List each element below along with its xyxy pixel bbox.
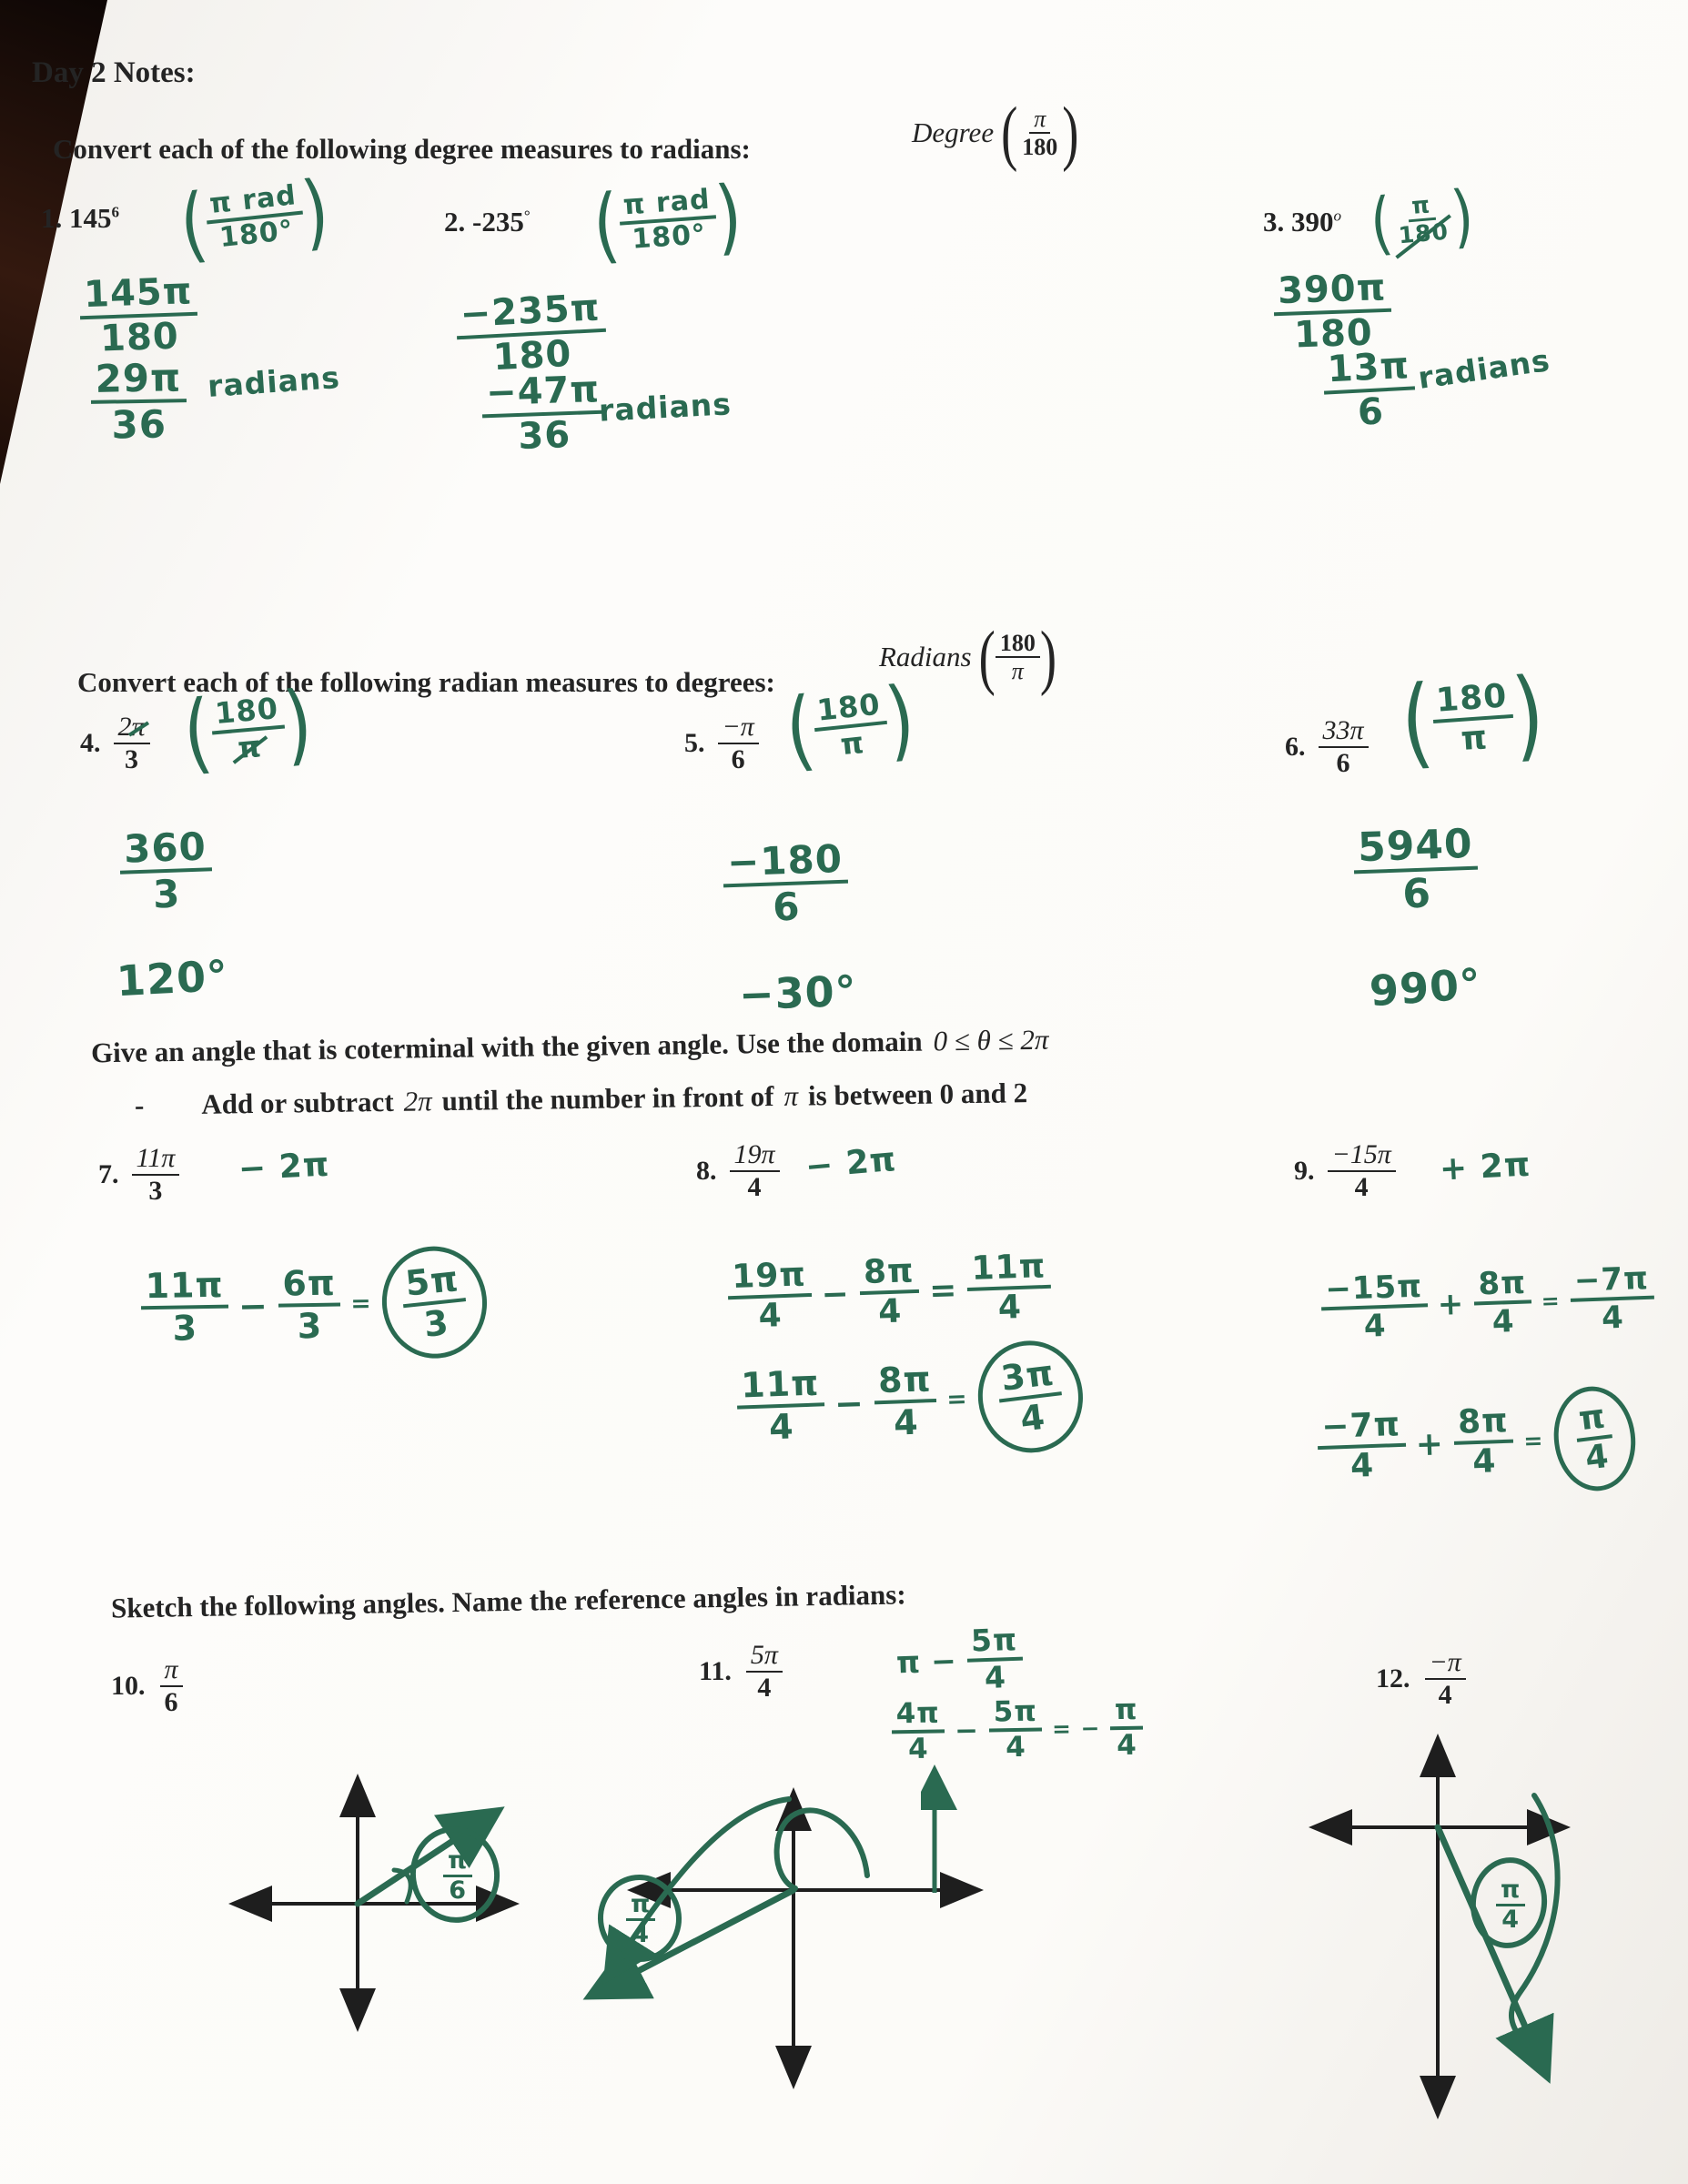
numerator: π <box>1110 1694 1143 1730</box>
subtract-2pi: − 2π <box>237 1146 331 1188</box>
problem-9-work-row-2 <box>1316 1385 1637 1501</box>
numerator: −47π <box>480 369 604 418</box>
problem-6-work-fraction <box>1352 822 1480 919</box>
problem-4-work-fraction <box>118 824 213 917</box>
work-fraction <box>736 1363 826 1447</box>
work-fraction <box>1473 1265 1532 1340</box>
domain-math: 0 ≤ θ ≤ 2π <box>933 1023 1049 1057</box>
denominator: 4 <box>984 1659 1007 1695</box>
problem-2-given: 2. -235 <box>444 206 524 238</box>
denominator: 6 <box>449 1876 468 1906</box>
problem-4-hand-factor <box>179 672 318 785</box>
angle-ray <box>594 1890 793 1994</box>
denominator: 3 <box>172 1307 198 1349</box>
numerator: 5π <box>988 1696 1042 1733</box>
problem-6-answer <box>1368 959 1482 1016</box>
given-fraction <box>1328 1139 1396 1202</box>
numerator: −180 <box>722 837 848 888</box>
two-pi-math: 2π <box>403 1085 432 1117</box>
numerator: 180 <box>996 630 1040 658</box>
numerator: 4π <box>891 1697 945 1734</box>
numerator: 5π <box>965 1623 1022 1663</box>
section3-instruction <box>91 1024 1049 1070</box>
section2-instruction-text: Convert each of the following radian measures to degrees: <box>77 666 775 698</box>
answer-circle <box>971 1335 1088 1459</box>
problem-8-work-row-1 <box>727 1249 1053 1337</box>
numerator: 180 <box>1430 678 1513 723</box>
open-paren: ( <box>175 174 212 273</box>
coefficient: 2 <box>117 712 132 742</box>
numerator: π <box>1572 1398 1612 1442</box>
section3-bullet <box>135 1077 1028 1122</box>
open-paren: ( <box>179 682 217 785</box>
problem-10-label <box>111 1654 183 1717</box>
work-fraction <box>858 1253 920 1332</box>
equals-operator: = <box>1541 1288 1562 1315</box>
denominator: 4 <box>1017 1396 1047 1440</box>
given-fraction <box>160 1654 183 1717</box>
bullet-dash: - <box>134 1088 145 1121</box>
numerator: π <box>1029 106 1050 134</box>
hand-fraction <box>891 1697 945 1764</box>
minus-operator: − <box>834 1382 865 1424</box>
numerator: 5940 <box>1352 822 1478 875</box>
section1-instruction <box>53 133 751 166</box>
denominator: 180° <box>217 214 296 254</box>
numerator: 19π <box>727 1257 812 1299</box>
denominator: π <box>1460 719 1490 759</box>
answer-circle <box>1548 1381 1642 1495</box>
work-fraction <box>1317 1407 1408 1487</box>
denominator: 3 <box>152 871 182 917</box>
pi-cancelled: π <box>131 712 146 742</box>
open-paren: ( <box>590 175 623 273</box>
problem-5-hand-factor <box>781 668 921 783</box>
denominator: 4 <box>757 1672 772 1703</box>
problem-number: 11. <box>699 1655 732 1686</box>
graph-10-reference-angle-label <box>443 1847 472 1905</box>
hand-fraction <box>1110 1694 1144 1762</box>
hand-fraction <box>204 180 307 255</box>
radians-text: radians <box>598 386 733 429</box>
equals-minus-operator: = − <box>1051 1714 1101 1743</box>
hand-fraction <box>1430 678 1516 761</box>
close-paren: ) <box>881 668 921 773</box>
problem-12-label <box>1376 1647 1466 1710</box>
problem-7-work-row <box>140 1246 487 1364</box>
problem-3-radians-label <box>1416 342 1552 396</box>
denominator: 4 <box>1349 1447 1375 1486</box>
problem-9-label <box>1294 1139 1396 1202</box>
given-fraction <box>718 712 759 774</box>
problem-9-work-row-1 <box>1320 1261 1655 1346</box>
equals-operator: = <box>1522 1427 1544 1454</box>
problem-1-hand-factor <box>175 161 334 273</box>
numerator: π <box>626 1891 655 1921</box>
work-fraction <box>1569 1261 1655 1337</box>
denominator: 4 <box>1354 1171 1369 1202</box>
denominator: 180 <box>99 315 180 360</box>
denominator: 180 <box>491 332 573 379</box>
numerator: 11π <box>966 1249 1051 1291</box>
numerator: π <box>160 1654 183 1687</box>
denominator: 4 <box>1116 1728 1138 1762</box>
close-paren: ) <box>298 161 334 260</box>
numerator: −π <box>718 712 759 744</box>
denominator: 180 <box>1293 311 1374 357</box>
hand-fraction <box>811 688 890 764</box>
hand-fraction <box>1390 190 1454 248</box>
subtract-2pi: − 2π <box>804 1140 898 1187</box>
denominator: 4 <box>1438 1679 1452 1710</box>
numerator: π <box>443 1847 472 1877</box>
problem-4-label <box>80 712 150 774</box>
denominator: 4 <box>877 1292 904 1331</box>
denominator: 4 <box>1005 1730 1027 1764</box>
answer-fraction <box>399 1259 469 1346</box>
given-fraction <box>132 1143 180 1206</box>
plus-operator: + <box>1415 1425 1445 1464</box>
section1-instruction-text: Convert each of the following degree measures to radians: <box>53 133 751 165</box>
numerator: 8π <box>1473 1265 1531 1305</box>
problem-number: 12. <box>1376 1663 1410 1694</box>
problem-number: 7. <box>98 1158 119 1189</box>
denominator: 4 <box>757 1297 783 1336</box>
open-paren: ( <box>1397 665 1438 782</box>
minus-operator: − <box>930 1643 958 1680</box>
numerator: −7π <box>1569 1261 1653 1302</box>
equals-operator: = <box>928 1271 959 1310</box>
graph-12-reference-angle-label <box>1496 1876 1525 1934</box>
problem-number: 6. <box>1285 731 1306 762</box>
section4-instruction-text: Sketch the following angles. Name the reference angles in radians: <box>110 1578 906 1624</box>
numerator: 3π <box>994 1353 1061 1403</box>
denominator: 6 <box>731 743 745 774</box>
numerator: 5π <box>399 1259 465 1307</box>
denominator: π <box>1011 658 1024 685</box>
numerator: 390π <box>1272 268 1391 316</box>
denominator: 180 <box>1393 218 1454 249</box>
section2-formula: Radians ( $\frac{180}{\pi}$ ) <box>879 616 1056 697</box>
problem-8-hand-op <box>804 1141 897 1187</box>
close-paren: ) <box>279 672 318 777</box>
given-fraction <box>1319 715 1369 778</box>
work-fraction <box>966 1249 1052 1329</box>
given-fraction <box>114 712 150 774</box>
denominator: 4 <box>768 1406 795 1447</box>
answer-text: 120° <box>115 950 230 1006</box>
problem-11-hand-line-2 <box>891 1694 1143 1765</box>
given-fraction <box>746 1640 783 1703</box>
denominator: 6 <box>164 1686 178 1717</box>
problem-3-hand-factor <box>1367 175 1478 265</box>
hand-fraction <box>618 184 718 255</box>
work-fraction <box>727 1257 813 1337</box>
numerator: π <box>1406 192 1436 223</box>
work-fraction <box>873 1360 938 1442</box>
problem-5-answer <box>738 966 857 1019</box>
problem-5-label <box>684 712 759 774</box>
denominator: 6 <box>1401 870 1432 918</box>
degree-mark: ° <box>523 207 531 225</box>
problem-7-hand-op <box>238 1146 330 1188</box>
problem-number: 4. <box>80 727 101 758</box>
numerator: −235π <box>455 288 606 339</box>
problem-number: 5. <box>684 727 705 758</box>
hand-fraction <box>988 1696 1042 1764</box>
problem-8-label <box>696 1139 780 1202</box>
problem-1-radians-label <box>207 359 341 404</box>
close-paren: ) <box>1448 175 1478 258</box>
denominator: 6 <box>772 884 802 930</box>
problem-2-work-fraction <box>455 288 608 380</box>
work-fraction <box>1320 1269 1429 1345</box>
problem-number: 10. <box>111 1670 146 1701</box>
section1-formula: Degree ( $\frac{\pi}{180}$ ) <box>912 92 1079 173</box>
section4-instruction <box>111 1578 906 1624</box>
problem-3-answer-fraction <box>1322 345 1418 435</box>
numerator: 13π <box>1322 345 1416 394</box>
problem-6-label <box>1285 715 1369 778</box>
page-title <box>32 56 196 90</box>
add-2pi: + 2π <box>1438 1146 1532 1188</box>
denominator: 4 <box>1501 1906 1521 1935</box>
open-paren: ( <box>1367 182 1397 265</box>
denominator: 3 <box>297 1305 323 1346</box>
formula-word: Degree <box>912 116 995 149</box>
bullet-text-b: until the number in front of <box>441 1080 774 1117</box>
answer-circle <box>376 1241 491 1363</box>
close-paren: ) <box>1509 657 1549 774</box>
problem-1-given: 1. 145 <box>41 202 112 234</box>
angle-sketch-graph-10 <box>214 1761 528 2043</box>
close-paren: ) <box>713 167 746 265</box>
minus-operator: − <box>238 1285 269 1326</box>
problem-11-label <box>699 1640 783 1703</box>
answer-text: −30° <box>738 966 858 1020</box>
numerator: 8π <box>873 1360 936 1404</box>
numerator: −π <box>1425 1647 1466 1680</box>
problem-3-given: 3. 390 <box>1263 206 1334 238</box>
given-fraction <box>730 1139 780 1202</box>
radians-text: radians <box>206 359 342 405</box>
pi-math: π <box>783 1079 799 1112</box>
numerator: −15π <box>1320 1269 1428 1310</box>
equals-operator: = <box>350 1289 372 1319</box>
degree-mark: 6 <box>111 203 120 221</box>
numerator: 11π <box>736 1363 825 1409</box>
annotation-arrow <box>921 1761 957 1902</box>
denominator: 4 <box>1471 1442 1498 1481</box>
problem-1-work-fraction <box>78 271 198 360</box>
numerator: −7π <box>1317 1407 1406 1451</box>
bullet-text-c: is between 0 and 2 <box>807 1077 1028 1112</box>
denominator: 6 <box>1356 390 1386 434</box>
answer-fraction <box>994 1353 1066 1441</box>
degree-mark: o <box>1333 207 1342 225</box>
problem-2-answer-fraction <box>480 369 606 459</box>
bullet-text-a: Add or subtract <box>201 1085 394 1120</box>
problem-7-label <box>98 1143 179 1206</box>
numerator <box>114 712 150 744</box>
denominator: 180 <box>1022 134 1058 161</box>
hand-fraction <box>209 693 288 767</box>
problem-number: 9. <box>1294 1155 1315 1186</box>
numerator: π rad <box>618 184 716 225</box>
numerator: 180 <box>811 688 887 732</box>
numerator: 360 <box>118 824 211 875</box>
problem-3-label <box>1263 206 1341 238</box>
pi-term: π <box>895 1643 922 1681</box>
problem-8-work-row-2 <box>735 1339 1084 1462</box>
denominator: π <box>838 724 866 762</box>
page-title-text: Day 2 Notes: <box>32 56 196 89</box>
denominator: 4 <box>1601 1299 1625 1337</box>
numerator: 29π <box>90 356 187 404</box>
numerator: 11π <box>140 1266 228 1309</box>
problem-6-hand-factor <box>1397 657 1549 782</box>
numerator: 19π <box>730 1139 780 1172</box>
numerator: 8π <box>858 1253 919 1296</box>
denominator: 4 <box>1363 1307 1388 1345</box>
numerator: 8π <box>1452 1403 1513 1446</box>
numerator: π <box>1496 1876 1525 1906</box>
minus-operator: − <box>820 1275 851 1314</box>
problem-1-answer-fraction <box>90 356 187 447</box>
denominator: 3 <box>125 743 139 774</box>
problem-number: 8. <box>696 1155 717 1186</box>
denominator: 3 <box>148 1175 163 1206</box>
denominator: 4 <box>997 1289 1023 1328</box>
answer-text: 990° <box>1368 958 1483 1016</box>
numerator: 11π <box>132 1143 180 1176</box>
angle-arc-sweep <box>609 1799 789 1976</box>
numerator: 180 <box>209 693 285 735</box>
problem-1-label <box>41 202 119 235</box>
numerator: 145π <box>78 271 197 319</box>
work-fraction <box>1452 1403 1514 1482</box>
formula-word: Radians <box>879 641 972 673</box>
hand-fraction <box>965 1623 1024 1696</box>
problem-2-radians-label <box>598 386 733 429</box>
denominator: 4 <box>747 1171 762 1202</box>
graph-11-reference-angle-label <box>626 1891 655 1948</box>
radians-text: radians <box>1415 342 1552 396</box>
denominator: 4 <box>893 1401 920 1443</box>
denominator-pi-cancelled: π <box>232 730 268 765</box>
problem-11-hand-line-1 <box>895 1623 1024 1699</box>
denominator: 36 <box>517 413 571 458</box>
work-fraction <box>140 1266 228 1349</box>
angle-sketch-graph-12 <box>1290 1724 1595 2129</box>
answer-fraction <box>1572 1398 1617 1479</box>
denominator: 36 <box>111 401 167 448</box>
denominator: 4 <box>1491 1303 1516 1340</box>
numerator: 33π <box>1319 715 1369 748</box>
denominator: 3 <box>421 1301 451 1345</box>
given-fraction <box>1425 1647 1466 1710</box>
denominator: 6 <box>1336 747 1350 778</box>
problem-5-work-fraction <box>722 837 849 931</box>
denominator: 4 <box>632 1920 651 1949</box>
denominator: 4 <box>907 1732 929 1765</box>
denominator: 180° <box>631 217 708 256</box>
minus-operator: − <box>954 1714 980 1747</box>
plus-operator: + <box>1437 1285 1465 1323</box>
denominator: 4 <box>1582 1438 1612 1479</box>
problem-9-hand-op <box>1439 1146 1531 1188</box>
numerator: −15π <box>1328 1139 1396 1172</box>
numerator: 6π <box>278 1263 340 1307</box>
angle-arc-loop <box>777 1811 867 1888</box>
formula-fraction <box>996 630 1040 684</box>
work-fraction <box>278 1263 341 1345</box>
formula-fraction <box>1017 106 1062 160</box>
problem-3-work-fraction <box>1272 268 1392 357</box>
problem-2-label <box>444 206 531 238</box>
instruction-text: Give an angle that is coterminal with the given angle. Use the domain <box>90 1025 923 1069</box>
problem-2-hand-factor <box>590 167 746 273</box>
problem-4-answer <box>116 951 230 1006</box>
angle-ray <box>358 1814 494 1904</box>
open-paren: ( <box>781 679 820 783</box>
numerator: π rad <box>204 180 303 224</box>
equals-operator: = <box>945 1384 969 1414</box>
numerator: 5π <box>746 1640 783 1673</box>
